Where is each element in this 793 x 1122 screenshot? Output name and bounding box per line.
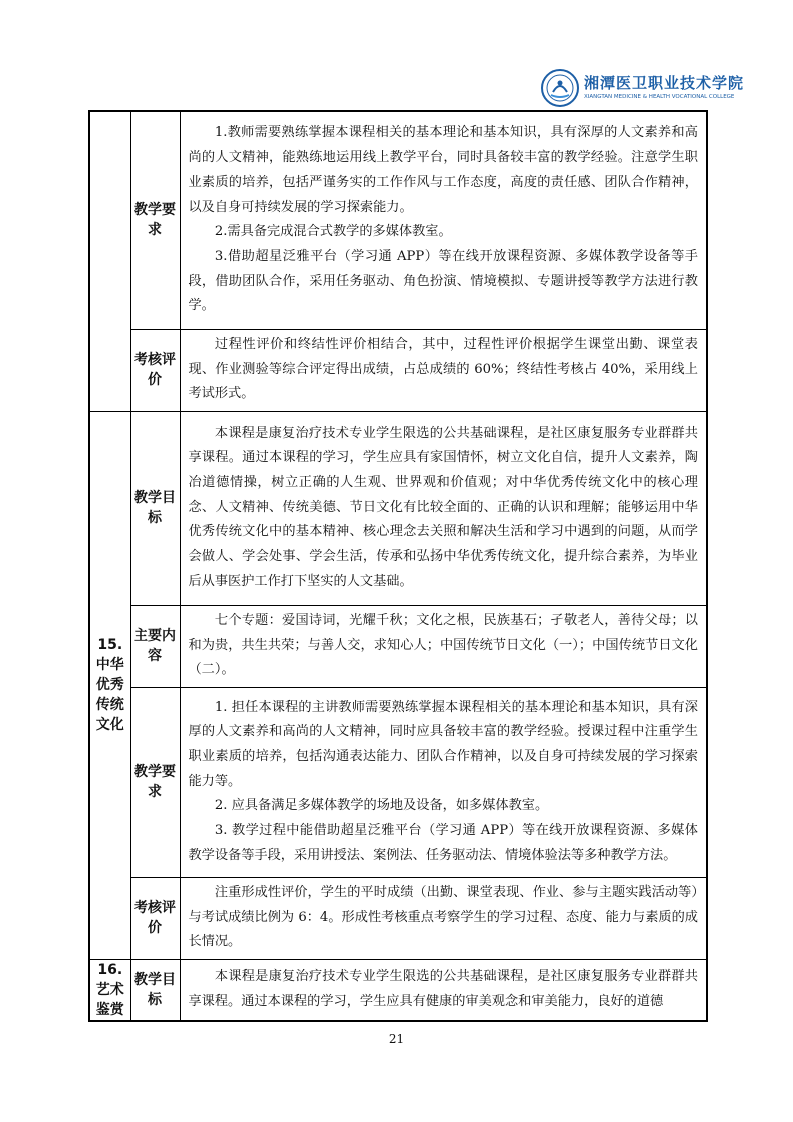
course16-goal [180,959,707,1021]
course14-teaching-req [180,111,707,329]
course15-content-label: 主要内容 [130,605,180,687]
course15-content-text: 七个专题：爱国诗词，光耀千秋；文化之根，民族基石；孑敬老人，善待父母；以和为贵，共生共荣；与善人交，求知心人；中国传统节日文化（一）；中国传统节日文化（二）。 [188,612,698,678]
course15-assessment-text: 注重形成性评价，学生的平时成绩（出勤、课堂表现、作业、参与主题实践活动等）与考试成绩比例为 6：4。形成性考核重点考察学生的学习过程、态度、能力与素质的成长情况。 [188,884,698,950]
page-number: 21 [388,1032,405,1046]
course15-teaching-req-3: 3. 教学过程中能借助超星泛雅平台（学习通 APP）等在线开放课程资源、多媒体教学设备等手段，采用讲授法、案例法、任务驱动法、情境体验法等多种教学方法。 [188,823,698,863]
course15-goal-row [89,411,707,605]
course14-assessment-row [89,329,707,411]
course15-goal [180,411,707,605]
course15-title: 15.中华优秀传统文化 [89,411,130,959]
course15-content [180,605,707,687]
course14-teaching-req-2: 2.需具备完成混合式教学的多媒体教室。 [214,224,452,240]
course16-goal-row [89,959,707,1021]
course14-title-cell [89,111,130,411]
course15-assessment [180,877,707,959]
course16-goal-text: 本课程是康复治疗技术专业学生限选的公共基础课程，是社区康复服务专业群群共享课程。通过本课程的学习，学生应具有健康的审美观念和审美能力，良好的道德 [188,968,698,1009]
course15-teaching-req [180,687,707,877]
course14-teaching-req-3: 3.借助超星泛雅平台（学习通 APP）等在线开放课程资源、多媒体教学设备等手段，借助团队合作，采用任务驱动、角色扮演、情境模拟、专题讲授等教学方法进行教学。 [188,248,698,314]
course14-assessment-label: 考核评价 [130,329,180,411]
college-name-english: XIANGTAN MEDICINE & HEALTH VOCATIONAL COLLEGE [584,94,735,100]
course15-assessment-label: 考核评价 [130,877,180,959]
course15-teaching-req-label: 教学要求 [130,687,180,877]
course15-content-row [89,605,707,687]
course15-assessment-row [89,877,707,959]
course-table [88,110,708,1022]
course15-teaching-req-1: 1. 担任本课程的主讲教师需要熟练掌握本课程相关的基本理论和基本知识，具有深厚的人文素养和高尚的人文精神，同时应具备较丰富的教学经验。授课过程中注重学生职业素质的培养，包括沟通表达能力、团队合作精神，以及自身可持续发展的学习探索能力等。 [188,699,698,789]
course16-goal-label: 教学目标 [130,959,180,1021]
course14-teaching-req-row [89,111,707,329]
course15-goal-text: 本课程是康复治疗技术专业学生限选的公共基础课程，是社区康复服务专业群群共享课程。通过本课程的学习，学生应具有家国情怀，树立文化自信，提升人文素养，陶冶道德情操，树立正确的人生观、世界观和价值观；对中华优秀传统文化中的核心理念、人文精神、传统美德、节日文化有比较全面的、正确的认识和理解；能够运用中华优秀传统文化中的基本精神、核心理念去关照和解决生活和学习中遇到的问题，从而学会做人、学会处事、学会生活，传承和弘扬中华优秀传统文化，提升综合素养，为毕业后从事医护工作打下坚实的人文基础。 [188,425,698,589]
college-name: 湘潭医卫职业技术学院 [584,74,745,92]
course14-assessment [180,329,707,411]
course14-teaching-req-label: 教学要求 [130,111,180,329]
course14-teaching-req-1: 1.教师需要熟练掌握本课程相关的基本理论和基本知识，具有深厚的人文素养和高尚的人文精神，能熟练地运用线上教学平台，同时具备较丰富的教学经验。注意学生职业素质的培养，包括严谨务实的工作作风与工作态度，高度的责任感、团队合作精神，以及自身可持续发展的学习探索能力。 [188,125,698,215]
college-emblem-icon [540,68,580,108]
course15-goal-label: 教学目标 [130,411,180,605]
course16-title: 16.艺术鉴赏 [89,959,130,1021]
course15-teaching-req-row [89,687,707,877]
course15-teaching-req-2: 2. 应具备满足多媒体教学的场地及设备，如多媒体教室。 [214,798,549,814]
college-logo [540,68,745,112]
course14-assessment-text: 过程性评价和终结性评价相结合，其中，过程性评价根据学生课堂出勤、课堂表现、作业测验等综合评定得出成绩，占总成绩的 60%；终结性考核占 40%，采用线上考试形式。 [188,336,698,402]
